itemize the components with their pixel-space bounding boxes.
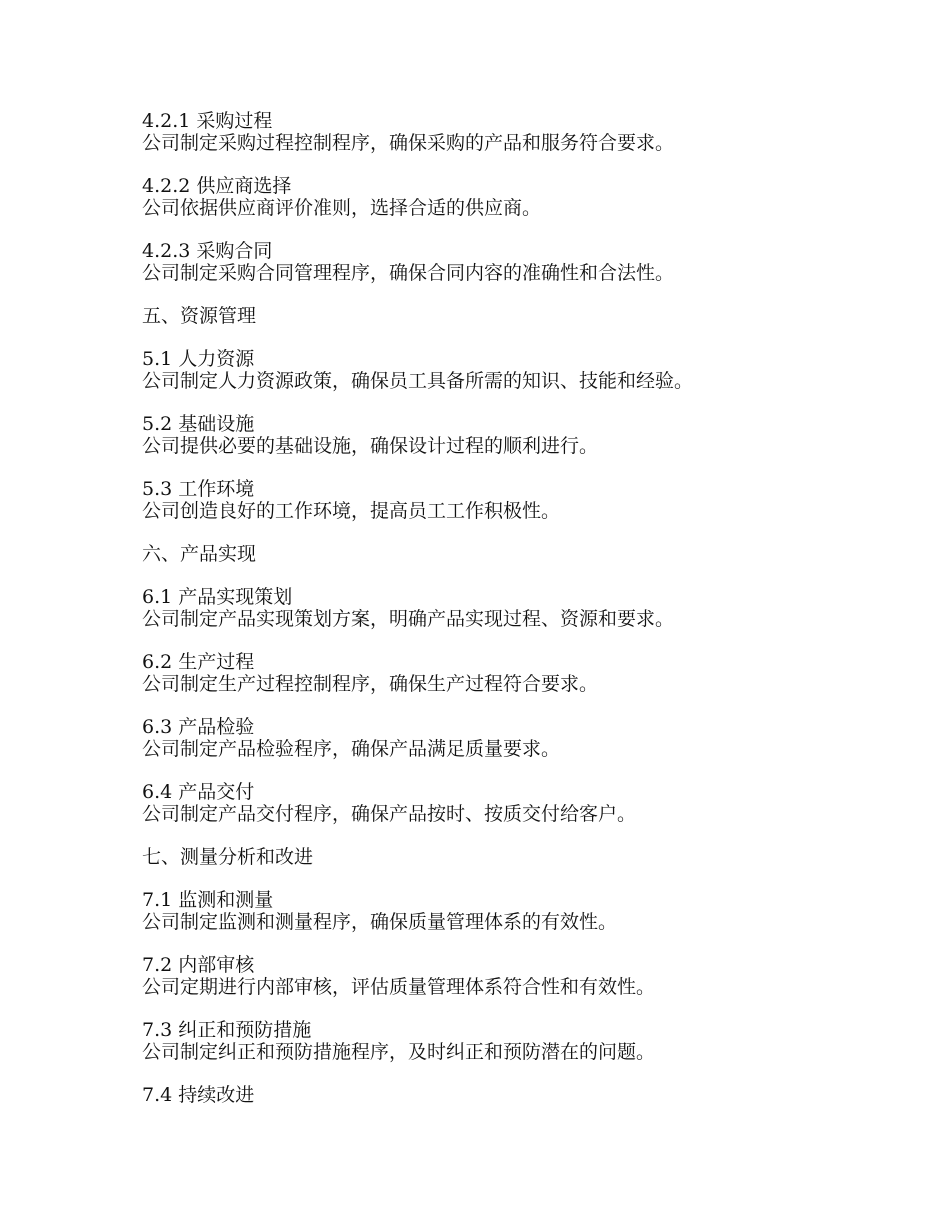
section-heading: 5.1 人力资源 <box>142 348 255 370</box>
chapter-heading: 六、产品实现 <box>142 543 257 565</box>
section-text: 公司制定产品实现策划方案，明确产品实现过程、资源和要求。 <box>142 608 675 630</box>
section-text: 公司制定产品交付程序，确保产品按时、按质交付给客户。 <box>142 803 637 825</box>
section-heading: 6.2 生产过程 <box>142 651 255 673</box>
chapter-5-heading <box>142 305 922 327</box>
section-5-1 <box>142 348 922 392</box>
section-heading: 7.1 监测和测量 <box>142 889 274 911</box>
section-heading: 5.2 基础设施 <box>142 413 255 435</box>
section-4-2-1 <box>142 110 922 154</box>
section-6-3 <box>142 716 922 760</box>
section-text: 公司制定产品检验程序，确保产品满足质量要求。 <box>142 738 561 760</box>
section-text: 公司制定生产过程控制程序，确保生产过程符合要求。 <box>142 673 599 695</box>
section-text: 公司制定采购合同管理程序，确保合同内容的准确性和合法性。 <box>142 262 675 284</box>
document-body <box>142 110 922 1127</box>
chapter-heading: 七、测量分析和改进 <box>142 846 314 868</box>
section-heading: 4.2.2 供应商选择 <box>142 175 292 197</box>
section-6-1 <box>142 586 922 630</box>
chapter-heading: 五、资源管理 <box>142 305 257 327</box>
section-heading: 7.2 内部审核 <box>142 954 255 976</box>
section-heading: 6.3 产品检验 <box>142 716 255 738</box>
section-heading: 4.2.1 采购过程 <box>142 110 273 132</box>
section-5-3 <box>142 478 922 522</box>
section-6-4 <box>142 781 922 825</box>
section-7-1 <box>142 889 922 933</box>
section-text: 公司依据供应商评价准则，选择合适的供应商。 <box>142 197 542 219</box>
section-text: 公司制定监测和测量程序，确保质量管理体系的有效性。 <box>142 911 618 933</box>
section-text: 公司制定人力资源政策，确保员工具备所需的知识、技能和经验。 <box>142 370 694 392</box>
section-heading: 7.4 持续改进 <box>142 1084 255 1106</box>
section-text: 公司创造良好的工作环境，提高员工工作积极性。 <box>142 500 561 522</box>
section-4-2-3 <box>142 240 922 284</box>
section-heading: 6.1 产品实现策划 <box>142 586 293 608</box>
chapter-6-heading <box>142 543 922 565</box>
section-text: 公司提供必要的基础设施，确保设计过程的顺利进行。 <box>142 435 599 457</box>
section-5-2 <box>142 413 922 457</box>
section-text: 公司制定纠正和预防措施程序，及时纠正和预防潜在的问题。 <box>142 1041 656 1063</box>
section-heading: 6.4 产品交付 <box>142 781 255 803</box>
section-heading: 7.3 纠正和预防措施 <box>142 1019 312 1041</box>
section-7-3 <box>142 1019 922 1063</box>
section-6-2 <box>142 651 922 695</box>
section-text: 公司定期进行内部审核，评估质量管理体系符合性和有效性。 <box>142 976 656 998</box>
section-7-4 <box>142 1084 922 1106</box>
section-4-2-2 <box>142 175 922 219</box>
section-heading: 5.3 工作环境 <box>142 478 255 500</box>
section-heading: 4.2.3 采购合同 <box>142 240 273 262</box>
chapter-7-heading <box>142 846 922 868</box>
section-text: 公司制定采购过程控制程序，确保采购的产品和服务符合要求。 <box>142 132 675 154</box>
section-7-2 <box>142 954 922 998</box>
